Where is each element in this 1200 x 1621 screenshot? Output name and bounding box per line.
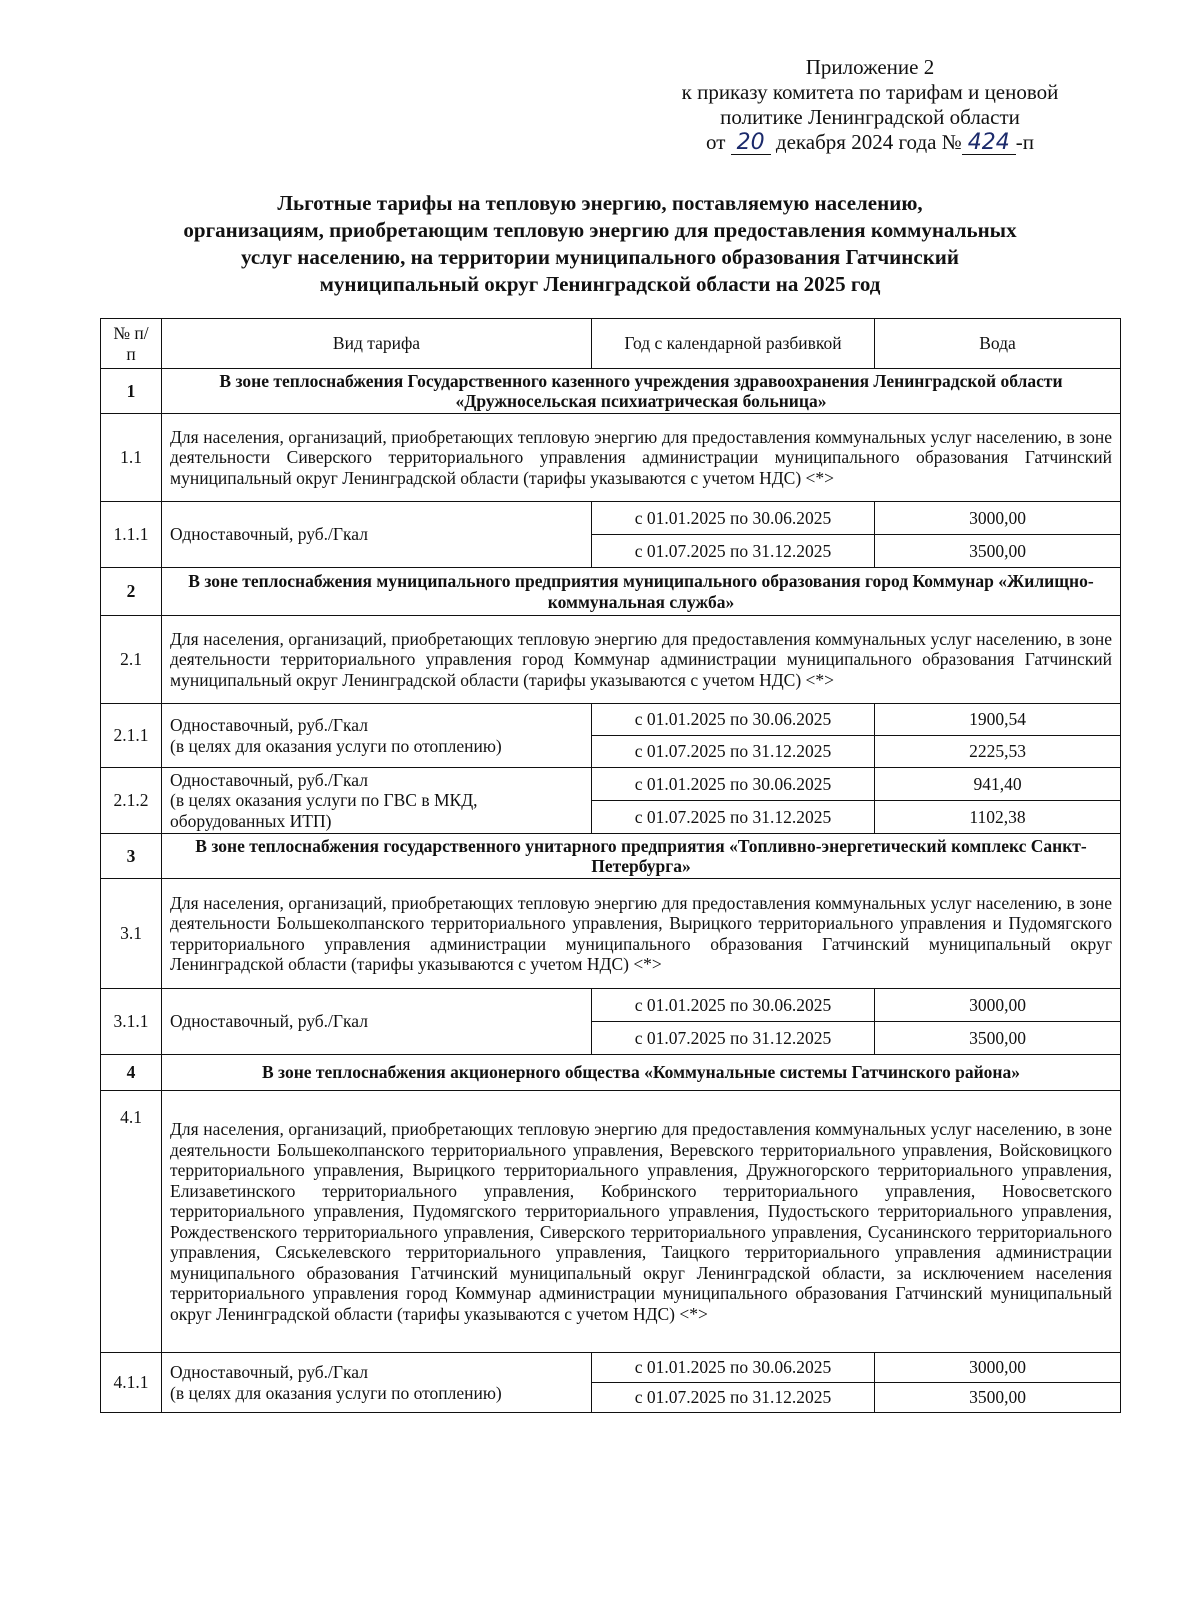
rate-row — [101, 768, 1121, 801]
tariff-value: 3000,00 — [875, 989, 1121, 1022]
rate-type: Одноставочный, руб./Гкал — [162, 502, 592, 568]
tariff-table — [100, 318, 1121, 1413]
group-number: 1.1 — [101, 414, 162, 502]
rate-type — [162, 704, 592, 768]
tariff-value: 3500,00 — [875, 1022, 1121, 1055]
date-prefix: от — [706, 130, 726, 154]
zone-row — [101, 834, 1121, 879]
appendix-date-line — [640, 130, 1100, 155]
tariff-value: 1900,54 — [875, 704, 1121, 736]
title-line: организациям, приобретающим тепловую энергию для предоставления коммунальных — [183, 218, 1017, 242]
table-header-row — [101, 319, 1121, 369]
rate-row — [101, 1353, 1121, 1383]
period-second-half: с 01.07.2025 по 31.12.2025 — [592, 535, 875, 568]
rate-row — [101, 704, 1121, 736]
date-middle: декабря 2024 года № — [775, 130, 962, 154]
document-title — [90, 190, 1110, 298]
period-first-half: с 01.01.2025 по 30.06.2025 — [592, 989, 875, 1022]
rate-type — [162, 1353, 592, 1413]
rate-type-line: (в целях для оказания услуги по отоплению) — [170, 735, 502, 756]
appendix-committee: политике Ленинградской области — [720, 105, 1020, 129]
consumer-group-row — [101, 879, 1121, 989]
rate-number: 2.1.1 — [101, 704, 162, 768]
title-line: муниципальный округ Ленинградской области на 2025 год — [319, 272, 881, 296]
tariff-value: 3500,00 — [875, 535, 1121, 568]
tariff-value: 1102,38 — [875, 801, 1121, 834]
rate-number: 2.1.2 — [101, 768, 162, 834]
zone-number: 1 — [101, 369, 162, 414]
col-header-period: Год с календарной разбивкой — [592, 319, 875, 369]
period-second-half: с 01.07.2025 по 31.12.2025 — [592, 801, 875, 834]
tariff-value: 3000,00 — [875, 1353, 1121, 1383]
period-first-half: с 01.01.2025 по 30.06.2025 — [592, 1353, 875, 1383]
rate-number: 4.1.1 — [101, 1353, 162, 1413]
zone-number: 2 — [101, 568, 162, 616]
zone-title: В зоне теплоснабжения государственного унитарного предприятия «Топливно-энергетический комплекс Санкт-Петербурга» — [162, 834, 1121, 879]
rate-type: Одноставочный, руб./Гкал — [162, 989, 592, 1055]
rate-type-line: (в целях для оказания услуги по отоплению) — [170, 1382, 502, 1403]
rate-row — [101, 502, 1121, 535]
appendix-label: Приложение 2 — [805, 55, 935, 79]
group-number: 3.1 — [101, 879, 162, 989]
group-number: 4.1 — [101, 1091, 162, 1353]
col-header-tariff-type: Вид тарифа — [162, 319, 592, 369]
period-second-half: с 01.07.2025 по 31.12.2025 — [592, 1383, 875, 1413]
rate-number: 1.1.1 — [101, 502, 162, 568]
period-first-half: с 01.01.2025 по 30.06.2025 — [592, 704, 875, 736]
group-description: Для населения, организаций, приобретающих тепловую энергию для предоставления коммунальных услуг населению, в зоне деятельности Сиверского территориального управления администрации муниципального образования Гатчинский муниципальный округ Ленинградской области (тарифы указываются с учетом НДС) <*> — [162, 414, 1121, 502]
handwritten-day: 20 — [731, 132, 771, 155]
tariff-value: 3500,00 — [875, 1383, 1121, 1413]
rate-type-line: оборудованных ИТП) — [170, 810, 332, 831]
period-second-half: с 01.07.2025 по 31.12.2025 — [592, 736, 875, 768]
group-description: Для населения, организаций, приобретающих тепловую энергию для предоставления коммунальных услуг населению, в зоне деятельности Большеколпанского территориального управления, Веревского территориального управления, Войсковицкого территориального управления, Вырицкого территориального управления, Дружногорского территориального управления, Елизаветинского территориального управления, Кобринского территориального управления, Новосветского территориального управления, Пудомягского территориального управления, Пудостьского территориального управления, Рождественского территориального управления, Сиверского территориального управления, Сусанинского территориального управления, Сяськелевского территориального управления, Таицкого территориального управления администрации муниципального образования Гатчинский муниципальный округ Ленинградской области, за исключением населения территориального управления город Коммунар администрации муниципального образования Гатчинский муниципальный округ Ленинградской области (тарифы указываются с учетом НДС) <*> — [162, 1091, 1121, 1353]
rate-number: 3.1.1 — [101, 989, 162, 1055]
group-number: 2.1 — [101, 616, 162, 704]
tariff-value: 2225,53 — [875, 736, 1121, 768]
rate-type-line: Одноставочный, руб./Гкал — [170, 1362, 368, 1382]
col-header-water: Вода — [875, 319, 1121, 369]
appendix-header — [640, 55, 1100, 155]
rate-type-line: Одноставочный, руб./Гкал — [170, 769, 368, 790]
zone-row — [101, 1055, 1121, 1091]
period-second-half: с 01.07.2025 по 31.12.2025 — [592, 1022, 875, 1055]
zone-row — [101, 369, 1121, 414]
group-description: Для населения, организаций, приобретающих тепловую энергию для предоставления коммунальных услуг населению, в зоне деятельности Большеколпанского территориального управления, Вырицкого территориального управления и Пудомягского территориального управления администрации муниципального образования Гатчинский муниципальный округ Ленинградской области (тарифы указываются с учетом НДС) <*> — [162, 879, 1121, 989]
order-suffix: -п — [1015, 130, 1034, 154]
col-header-number: № п/п — [101, 319, 162, 369]
title-line: услуг населению, на территории муниципального образования Гатчинский — [240, 245, 959, 269]
group-description: Для населения, организаций, приобретающих тепловую энергию для предоставления коммунальных услуг населению, в зоне деятельности территориального управления город Коммунар администрации муниципального образования Гатчинский муниципальный округ Ленинградской области (тарифы указываются с учетом НДС) <*> — [162, 616, 1121, 704]
zone-title: В зоне теплоснабжения Государственного казенного учреждения здравоохранения Ленинградской области «Дружносельская психиатрическая больница» — [162, 369, 1121, 414]
rate-row — [101, 989, 1121, 1022]
appendix-order-ref: к приказу комитета по тарифам и ценовой — [681, 80, 1059, 104]
zone-row — [101, 568, 1121, 616]
rate-type — [162, 768, 592, 834]
period-first-half: с 01.01.2025 по 30.06.2025 — [592, 502, 875, 535]
consumer-group-row — [101, 1091, 1121, 1353]
zone-title: В зоне теплоснабжения акционерного общества «Коммунальные системы Гатчинского района» — [162, 1055, 1121, 1091]
tariff-value: 941,40 — [875, 768, 1121, 801]
handwritten-order-number: 424 — [962, 132, 1016, 155]
zone-title: В зоне теплоснабжения муниципального предприятия муниципального образования город Коммунар «Жилищно-коммунальная служба» — [162, 568, 1121, 616]
tariff-value: 3000,00 — [875, 502, 1121, 535]
title-line: Льготные тарифы на тепловую энергию, поставляемую населению, — [277, 191, 923, 215]
rate-type-line: Одноставочный, руб./Гкал — [170, 715, 368, 735]
consumer-group-row — [101, 414, 1121, 502]
zone-number: 4 — [101, 1055, 162, 1091]
period-first-half: с 01.01.2025 по 30.06.2025 — [592, 768, 875, 801]
rate-type-line: (в целях оказания услуги по ГВС в МКД, — [170, 790, 478, 811]
zone-number: 3 — [101, 834, 162, 879]
consumer-group-row — [101, 616, 1121, 704]
